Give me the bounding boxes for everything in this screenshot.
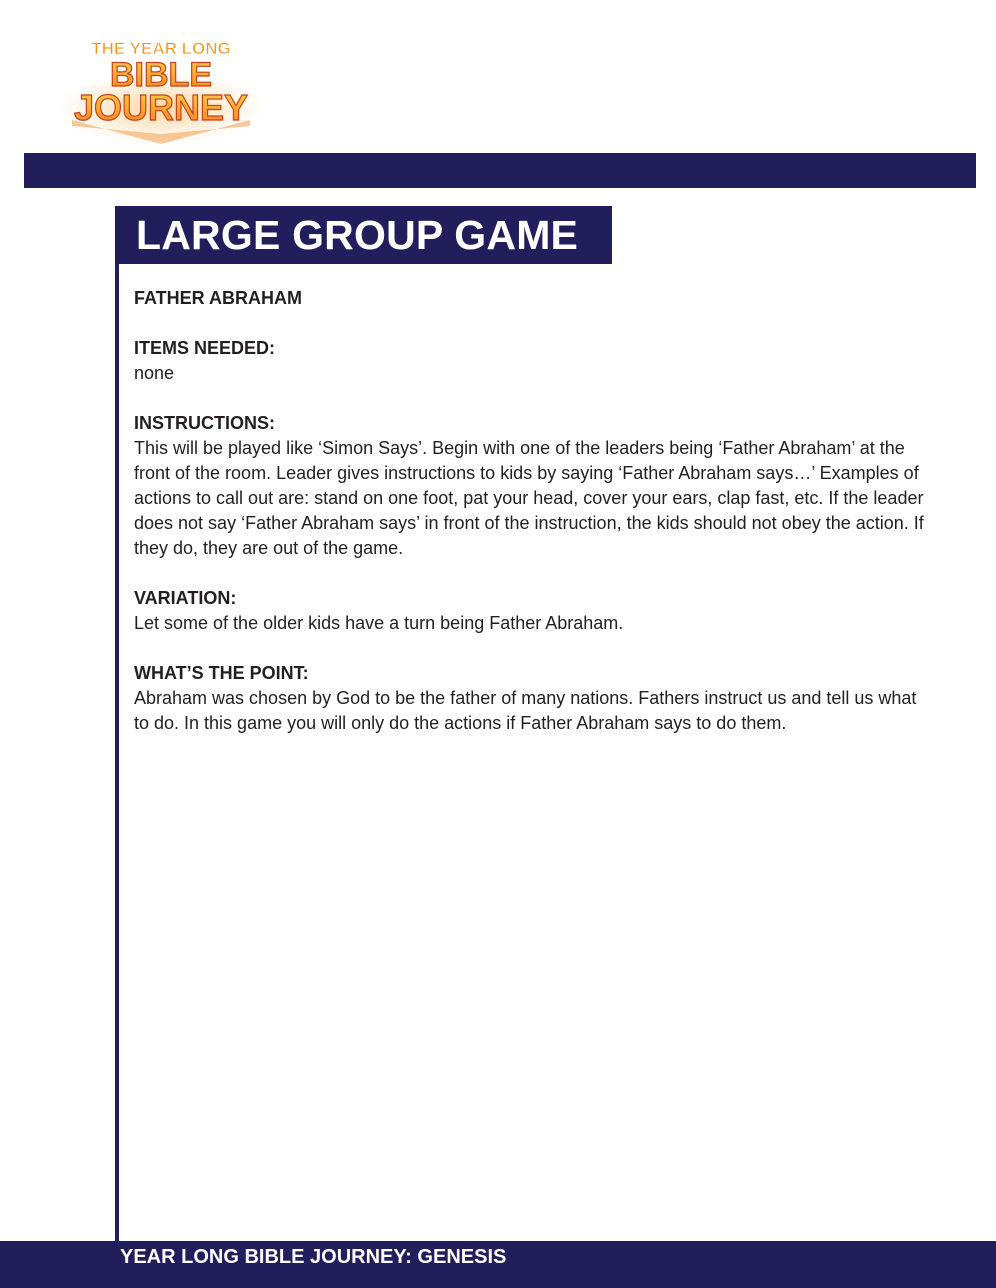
section-heading: INSTRUCTIONS: [134,413,275,433]
game-content [134,286,924,761]
logo [56,34,266,146]
header-band [24,153,976,188]
section-body: none [134,363,175,383]
section-instructions [134,411,924,561]
section-body: Abraham was chosen by God to be the father of many nations. Fathers instruct us and tell us what to do. In this game you will only do the actions if Father Abraham says to do them. [134,688,917,733]
section-body: This will be played like ‘Simon Says’. Begin with one of the leaders being ‘Father Abraham’ at the front of the room. Leader gives instructions to kids by saying ‘Father Abraham says…’ Examples of actions to call out are: stand on one foot, pat your head, cover your ears, clap fast, etc. If the leader does not say ‘Father Abraham says’ in front of the instruction, the kids should not obey the action. If they do, they are out of the game. [134,438,924,558]
logo-graphic [56,34,266,146]
section-heading: ITEMS NEEDED: [134,338,276,358]
page-title: LARGE GROUP GAME [115,206,612,264]
footer-text: YEAR LONG BIBLE JOURNEY: GENESIS [120,1246,507,1268]
section-heading: WHAT’S THE POINT: [134,663,309,683]
logo-line-2: BIBLE [110,56,212,94]
side-rule [115,206,119,1246]
section-whats-the-point [134,661,924,736]
logo-line-3: JOURNEY [73,87,249,128]
section-variation [134,586,924,636]
section-items-needed [134,336,924,386]
logo-line-1: THE YEAR LONG [91,39,231,58]
section-body: Let some of the older kids have a turn being Father Abraham. [134,613,624,633]
section-heading: VARIATION: [134,588,237,608]
game-name: FATHER ABRAHAM [134,288,302,308]
